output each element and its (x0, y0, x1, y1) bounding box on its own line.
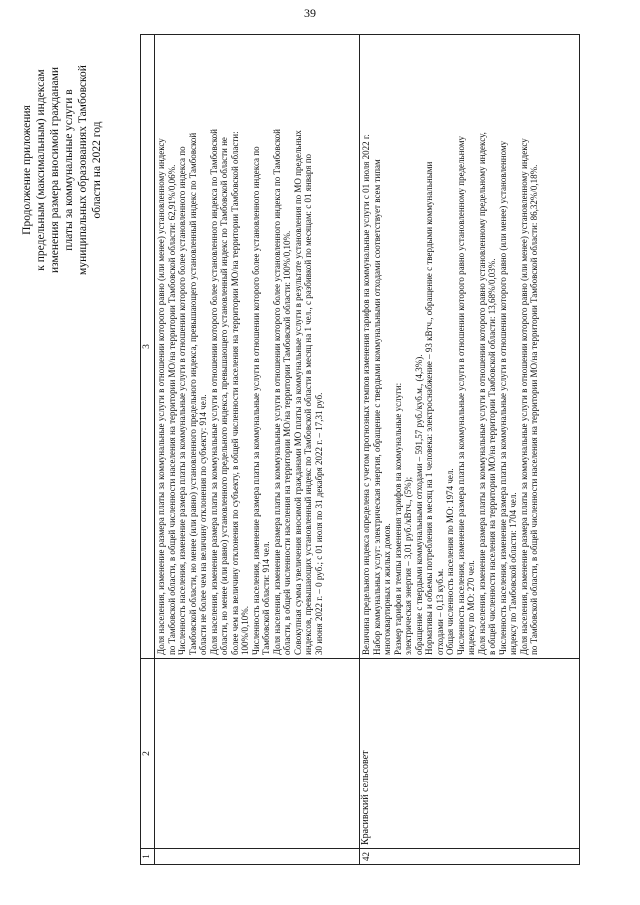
description-line: отходами – 0,13 куб.м. (434, 568, 445, 655)
description-line: электрическая энергия – 3,01 руб./кВтч., (5%); (403, 476, 413, 655)
municipality-name (155, 659, 360, 849)
heading-line: платы за коммунальные услуги в (63, 89, 75, 251)
row-number: 42 (360, 849, 580, 865)
description-line: Доля населения, изменение размера платы за коммунальные услуги в отношении которого равно (или менее) установленному индексу (518, 138, 529, 655)
description-line: в общей численности населения на территории МО/на территории Тамбовской области: 13,68%/0,03%. (487, 258, 497, 655)
description-line: Набор коммунальных услуг: электрическая энергия, обращение с твердыми коммунальными отходами соответствует всем типам (371, 159, 382, 655)
description-line: многоквартирных и жилых домов. (382, 523, 392, 655)
heading-line: муниципальных образованиях Тамбовской (77, 65, 89, 275)
description-line: Численность населения, изменение размера платы за коммунальные услуги в отношении которого более установленного индекса по (177, 146, 187, 655)
description-line: Нормативы и объемы потребления в месяц на 1 человека: электроснабжение – 93 кВтч., обращение с твердыми коммунальными (424, 161, 434, 655)
description-line: 100%/0,10%. (240, 606, 250, 655)
indices-table (140, 34, 580, 865)
description-line: Общая численность населения по МО: 1974 чел. (445, 468, 455, 655)
description-line: индексу по МО: 270 чел. (466, 560, 476, 655)
description-line: по Тамбовской области, в общей численности населения на территории МО/на территории Тамбовской области: 86,32%/0,18%. (529, 164, 539, 655)
description-line: Тамбовской области, но менее (или равно) установленного предельного индекса, превышающего установленный индекс по Тамбовской (187, 132, 198, 655)
heading-line: области на 2022 год (91, 121, 103, 219)
description-line: индексов, превышающих установленный индекс по Тамбовской области в месяц на 1 чел., с разбивкой по месяцам: с 01 января по (303, 153, 313, 655)
description-line: более чем на величину отклонения по субъекту, в общей численности населения на территории МО/на территории Тамбовской области: (229, 131, 240, 655)
description-line: обращение с твердыми коммунальными отходами – 591,57 руб./куб.м., (4,3%). (413, 354, 424, 655)
rotated-page-content (21, 35, 580, 865)
description-line: Тамбовской области: 914 чел. (261, 541, 271, 655)
page-number: 39 (304, 6, 316, 20)
description-line: по Тамбовской области, в общей численности населения на территории МО/на территории Тамбовской области: 62,91%/0,06%. (166, 164, 177, 655)
description-line: Доля населения, изменение размера платы за коммунальные услуги в отношении которого более установленного индекса по Тамбовской (208, 129, 219, 655)
description-line: Доля населения, изменение размера платы за коммунальные услуги в отношении которого более установленного индекса по Тамбовской (271, 129, 282, 655)
heading-line: изменения размера вносимой гражданами (49, 66, 61, 274)
heading-line: к предельным (максимальным) индексам (35, 69, 47, 271)
description-line: 30 июня 2022 г. – 0 руб.; с 01 июля по 31 декабря 2022 г. – 17,31 руб. (313, 392, 324, 655)
description-line: Численность населения, изменение размера платы за коммунальные услуги в отношении которого более установленного индекса по (250, 146, 261, 655)
description-line: Размер тарифов и темпы изменения тарифов на коммунальные услуги: (392, 382, 403, 655)
municipality-name: Красивский сельсовет (360, 659, 580, 849)
description-line: Совокупная сумма увеличения вносимой гражданами МО платы за коммунальные услуги в результате установления по МО предельных (292, 130, 303, 655)
table-row (360, 35, 580, 865)
row-description (155, 35, 360, 659)
table-header-row (141, 35, 155, 865)
appendix-heading (20, 20, 104, 320)
row-description (360, 35, 580, 659)
table-row (155, 35, 360, 865)
description-line: области не более чем на величину отклонения по субъекту: 914 чел. (198, 394, 208, 655)
heading-line: Продолжение приложения (21, 105, 33, 235)
description-line: Величина предельного индекса определена с учетом прогнозных темпов изменения тарифов на коммунальные услуги с 01 июля 2022 г. (361, 134, 371, 655)
row-number (155, 849, 360, 865)
description-line: Доля населения, изменение размера платы за коммунальные услуги в отношении которого равно установленному предельному индексу, (476, 132, 487, 655)
description-line: области, но менее (или равно) установленного предельного индекса, превышающего установленный индекс по Тамбовской области не (219, 137, 229, 655)
description-line: Доля населения, изменение размера платы за коммунальные услуги в отношении которого равно (или менее) установленному индексу (156, 138, 166, 655)
column-header: 3 (141, 35, 155, 659)
column-header: 1 (141, 849, 155, 865)
description-line: Численность населения, изменение размера платы за коммунальные услуги в отношении которого равно установленному предельному (455, 136, 466, 655)
description-line: индексу по Тамбовской области: 1704 чел. (508, 492, 518, 655)
column-header: 2 (141, 659, 155, 849)
description-line: области, в общей численности населения на территории МО/на территории Тамбовской области: 100%/0,10%. (282, 230, 292, 655)
description-line: Численность населения, изменение размера платы за коммунальные услуги в отношении которого равно (или менее) установленному (497, 140, 508, 655)
